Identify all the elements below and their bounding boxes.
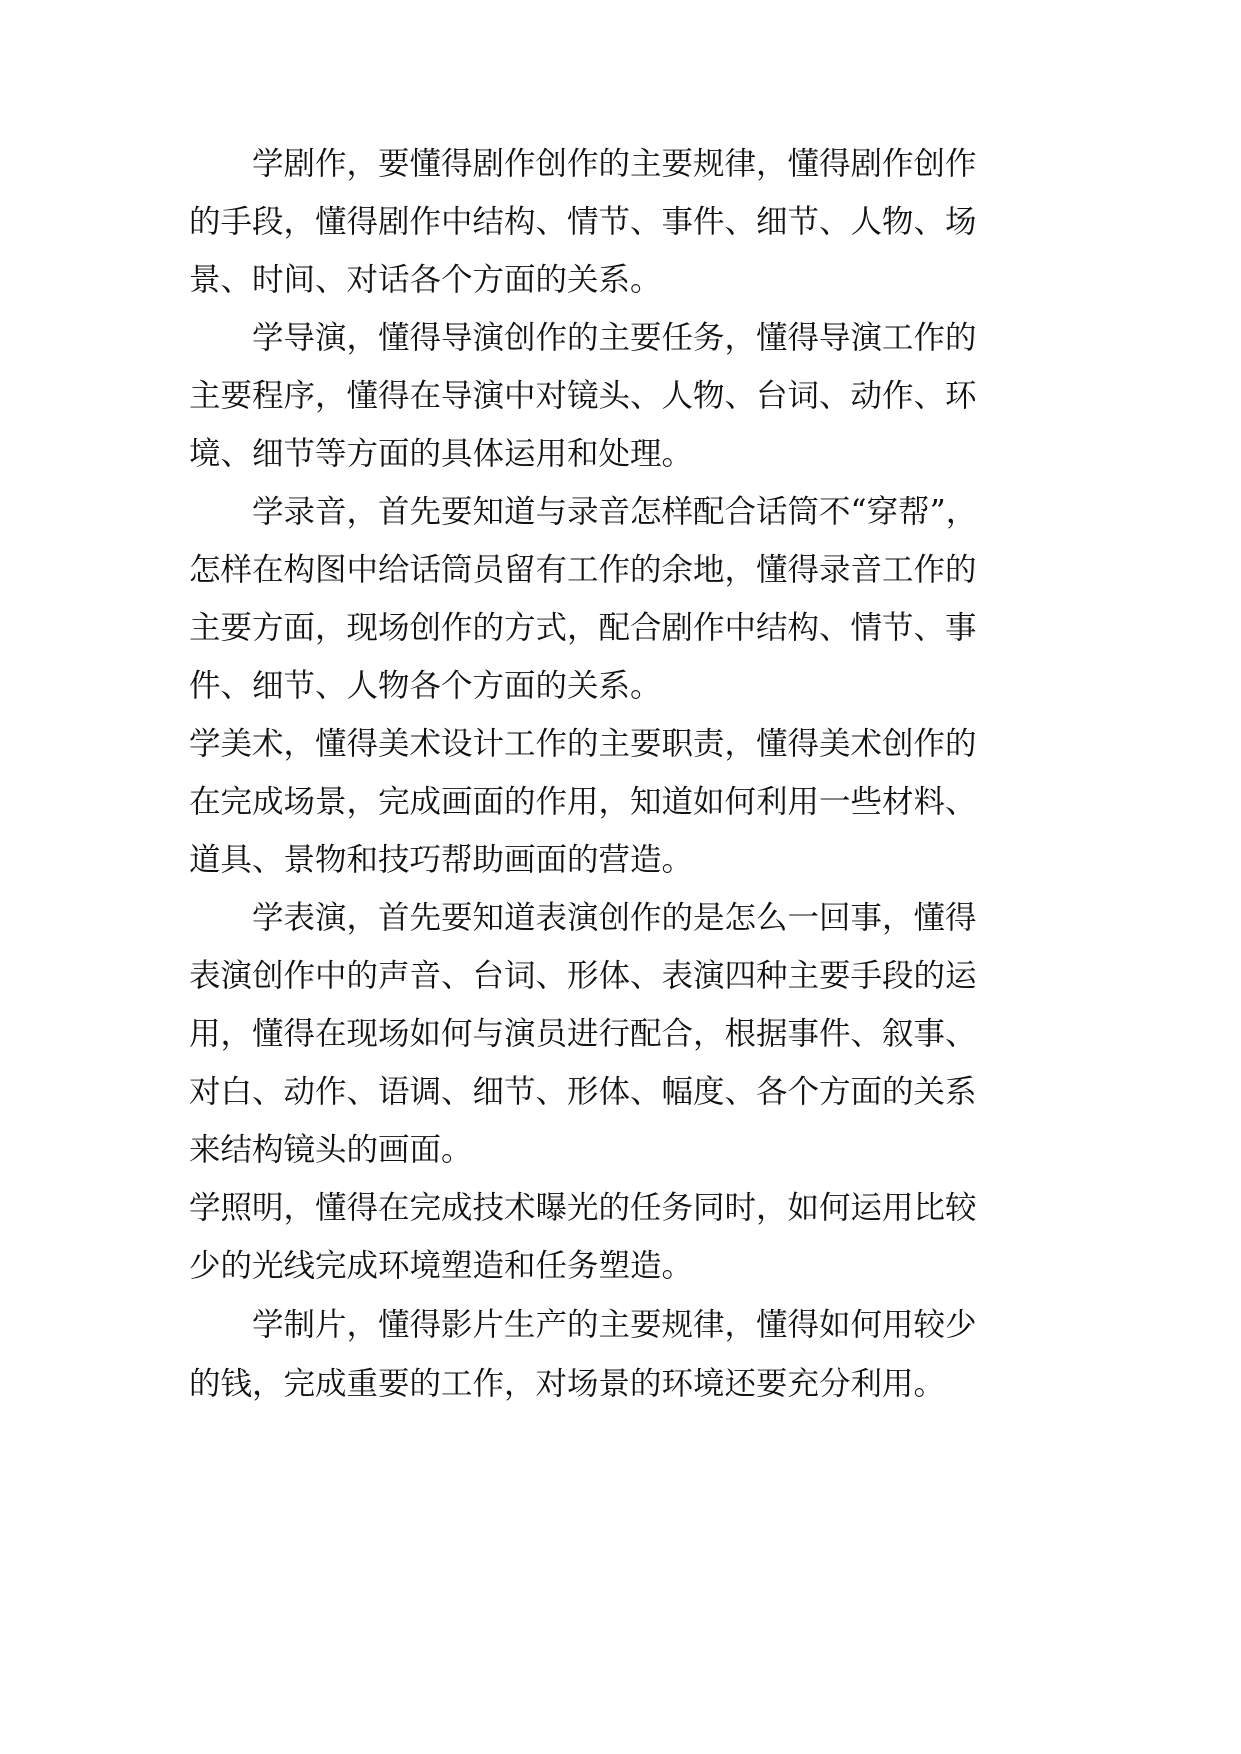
paragraph-sound-line-3: 主要方面，现场创作的方式，配合剧作中结构、情节、事: [189, 610, 977, 646]
paragraph-art-line-1: 学美术，懂得美术设计工作的主要职责，懂得美术创作的: [189, 726, 977, 762]
paragraph-directing-line-3: 境、细节等方面的具体运用和处理。: [189, 436, 694, 472]
paragraph-acting-line-1: 学表演，首先要知道表演创作的是怎么一回事，懂得: [252, 900, 977, 936]
paragraph-directing-line-2: 主要程序，懂得在导演中对镜头、人物、台词、动作、环: [189, 378, 977, 414]
paragraph-production-line-1: 学制片，懂得影片生产的主要规律，懂得如何用较少: [252, 1307, 977, 1343]
paragraph-production-line-2: 的钱，完成重要的工作，对场景的环境还要充分利用。: [189, 1366, 946, 1402]
paragraph-sound-line-2: 怎样在构图中给话筒员留有工作的余地，懂得录音工作的: [189, 552, 977, 588]
paragraph-lighting-line-2: 少的光线完成环境塑造和任务塑造。: [189, 1248, 694, 1284]
paragraph-directing-line-1: 学导演，懂得导演创作的主要任务，懂得导演工作的: [252, 320, 977, 356]
paragraph-acting-line-5: 来结构镜头的画面。: [189, 1132, 473, 1168]
paragraph-sound-line-4: 件、细节、人物各个方面的关系。: [189, 668, 662, 704]
paragraph-art-line-2: 在完成场景，完成画面的作用，知道如何利用一些材料、: [189, 784, 977, 820]
paragraph-screenwriting-line-2: 的手段，懂得剧作中结构、情节、事件、细节、人物、场: [189, 204, 977, 240]
paragraph-acting-line-2: 表演创作中的声音、台词、形体、表演四种主要手段的运: [189, 958, 977, 994]
paragraph-lighting-line-1: 学照明，懂得在完成技术曝光的任务同时，如何运用比较: [189, 1190, 977, 1226]
paragraph-acting-line-3: 用，懂得在现场如何与演员进行配合，根据事件、叙事、: [189, 1016, 977, 1052]
paragraph-sound-line-1: 学录音，首先要知道与录音怎样配合话筒不“穿帮”，: [252, 494, 978, 530]
paragraph-screenwriting-line-3: 景、时间、对话各个方面的关系。: [189, 262, 662, 298]
paragraph-acting-line-4: 对白、动作、语调、细节、形体、幅度、各个方面的关系: [189, 1074, 977, 1110]
paragraph-art-line-3: 道具、景物和技巧帮助画面的营造。: [189, 842, 694, 878]
paragraph-screenwriting-line-1: 学剧作，要懂得剧作创作的主要规律，懂得剧作创作: [252, 146, 977, 182]
